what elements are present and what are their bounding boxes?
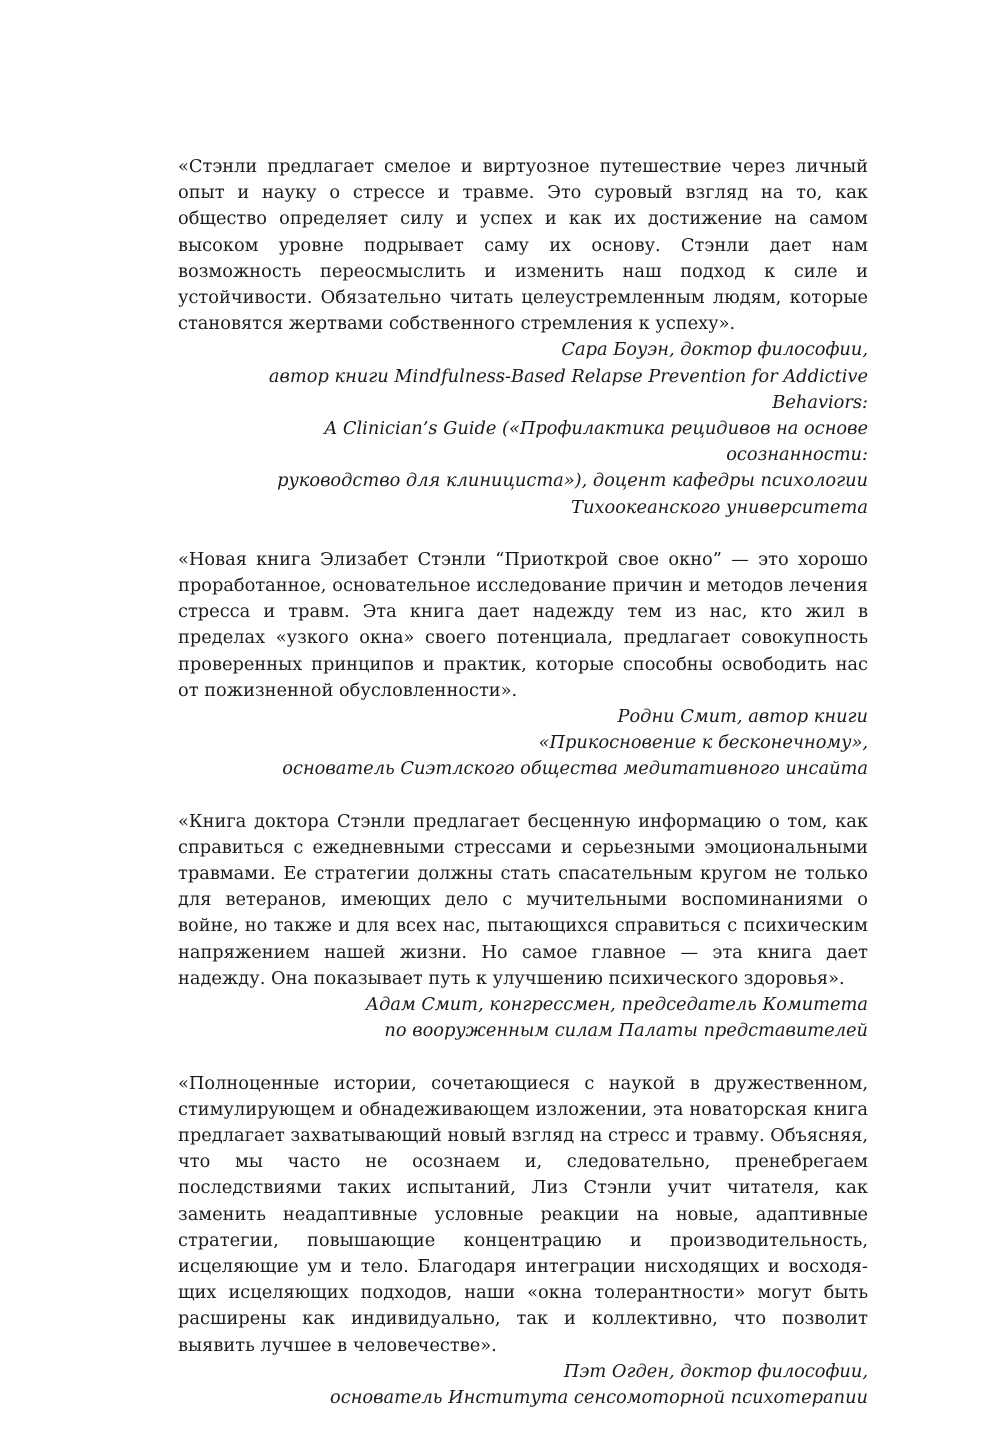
- blurb-smith-adam: [178, 809, 868, 1045]
- attribution-line: основатель Института сенсомоторной психотерапии: [330, 1386, 868, 1408]
- blurb-quote: «Стэнли предлагает смелое и виртуозное путешествие через личный опыт и науку о стрессе и травме. Это суровый взгляд на то, как общество определяет силу и успех и как их достижение на самом высоком уровне подрывает саму их основу. Стэнли дает нам возможность переосмыслить и изменить наш подход к силе и устойчивости. Обязательно читать целеустремленным людям, которые становятся жертвами собственного стремления к успеху».: [178, 156, 868, 335]
- blurb-quote: «Полноценные истории, сочетающиеся с наукой в дружественном, стимулирующем и обнадеживающем изложении, эта новаторская книга предлагает захватывающий новый взгляд на стресс и травму. Объясняя, что мы часто не осознаем и, следовательно, пренебрегаем последствиями таких испытаний, Лиз Стэнли учит читателя, как заменить неадаптивные условные реакции на новые, адаптивные стратегии, повышающие концентрацию и производительность, исцеляющие ум и тело. Благодаря интеграции нисходящих и восходящих исцеляющих подходов, наши «окна толерантности» могут быть расширены как индивидуально, так и коллективно, что позволит выявить лучшее в человечестве».: [178, 1072, 868, 1356]
- attribution-line: Родни Смит, автор книги: [617, 706, 868, 728]
- blurb-attribution: [178, 992, 868, 1044]
- blurb-bowen: [178, 154, 868, 521]
- attribution-line: «Прикосновение к бесконечному»,: [538, 732, 868, 754]
- blurb-attribution: [178, 337, 868, 520]
- attribution-line: руководство для клинициста»), доцент кафедры психологии: [277, 470, 868, 492]
- blurbs-page: [178, 154, 868, 1411]
- attribution-line: основатель Сиэтлского общества медитативного инсайта: [282, 758, 868, 780]
- blurb-quote: «Новая книга Элизабет Стэнли “Приоткрой свое окно” — это хорошо проработанное, основательное исследование причин и методов лечения стресса и травм. Эта книга дает надежду тем из нас, кто жил в пределах «узкого окна» своего потенциала, предлагает совокупность проверенных принципов и практик, которые способны освободить нас от пожизненной обусловленности».: [178, 548, 868, 701]
- attribution-line: Сара Боуэн, доктор философии,: [561, 339, 868, 361]
- blurb-attribution: [178, 1359, 868, 1411]
- attribution-line: A Clinician’s Guide («Профилактика рецидивов на основе осознанности:: [324, 418, 868, 466]
- attribution-line: Адам Смит, конгрессмен, председатель Комитета: [365, 994, 868, 1016]
- blurb-quote: «Книга доктора Стэнли предлагает бесценную информацию о том, как справиться с ежедневными стрессами и серьезными эмоциональными травмами. Ее стратегии должны стать спасательным кругом не только для ветеранов, имеющих дело с мучительными воспоминаниями о войне, но также и для всех нас, пытающихся справиться с психическим напряжением нашей жизни. Но самое главное — эта книга дает надежду. Она показывает путь к улучшению психического здоровья».: [178, 810, 868, 989]
- blurb-ogden: [178, 1071, 868, 1412]
- attribution-line: автор книги Mindfulness-Based Relapse Prevention for Addictive Behaviors:: [268, 365, 868, 413]
- attribution-line: Тихоокеанского университета: [571, 496, 868, 518]
- blurb-smith-rodney: [178, 547, 868, 783]
- attribution-line: Пэт Огден, доктор философии,: [563, 1360, 868, 1382]
- blurb-attribution: [178, 704, 868, 783]
- attribution-line: по вооруженным силам Палаты представителей: [384, 1020, 868, 1042]
